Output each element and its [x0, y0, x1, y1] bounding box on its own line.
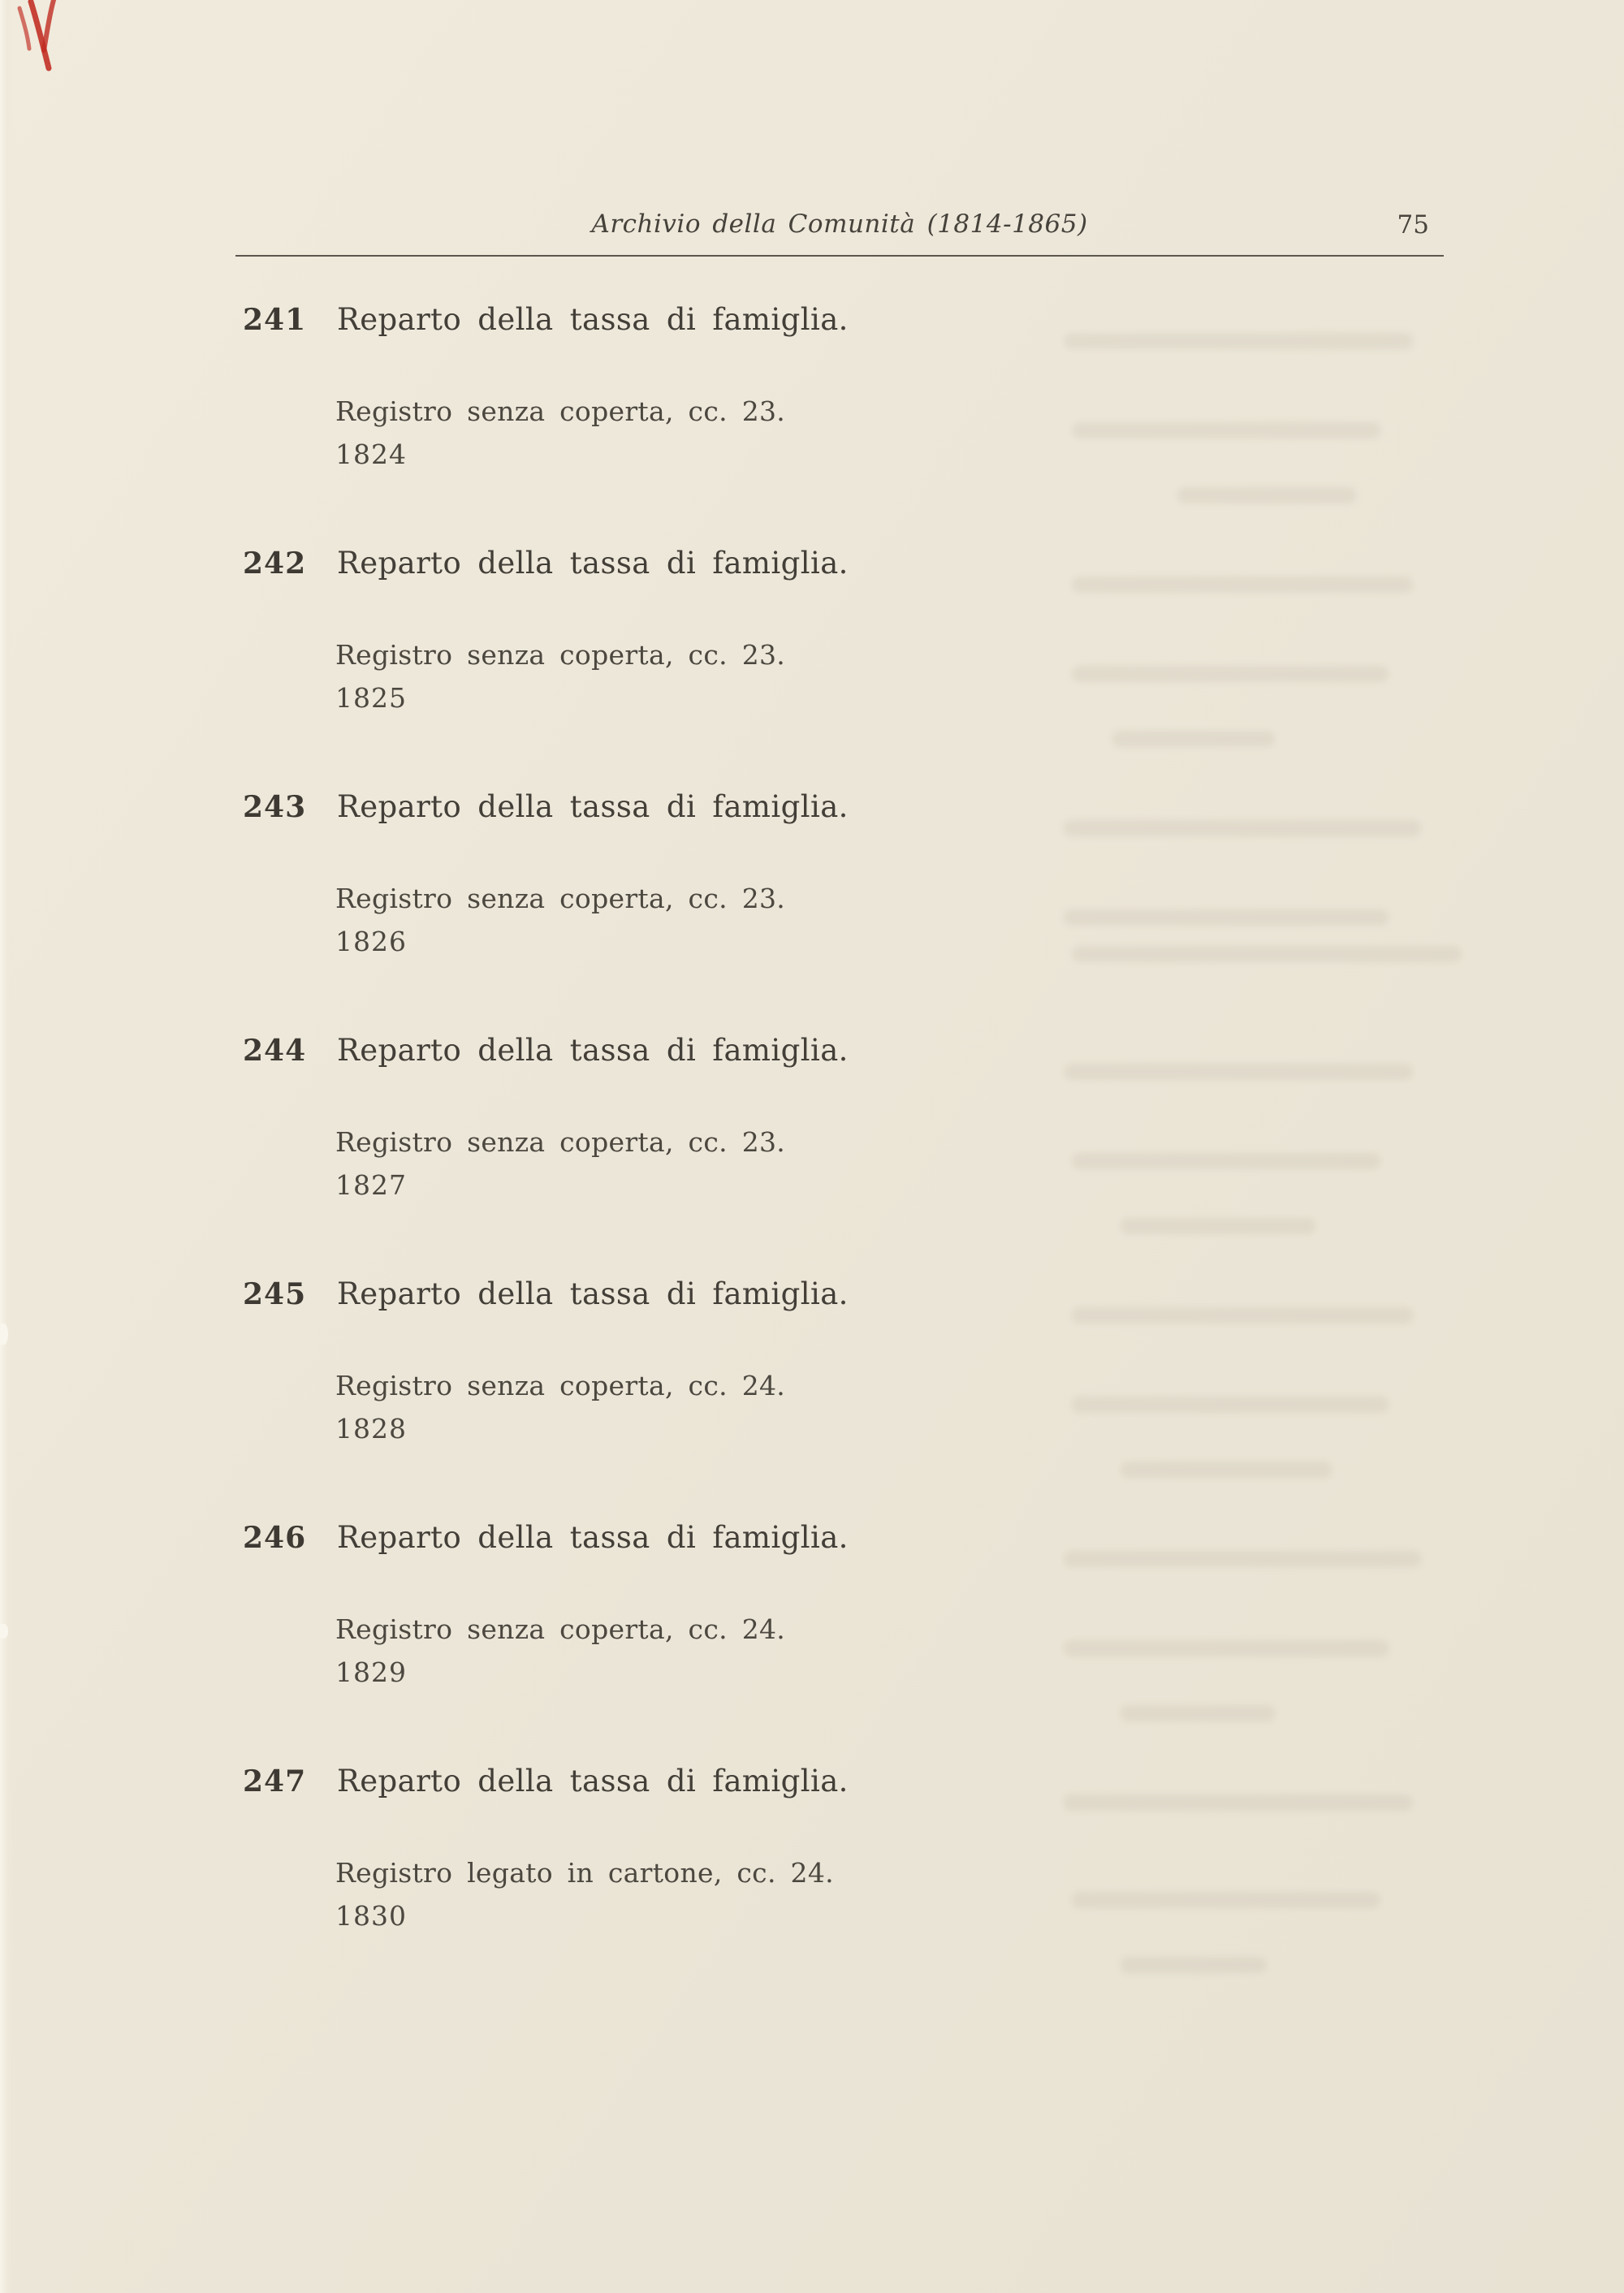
entry-list	[0, 302, 1624, 2007]
entry-description: Registro senza coperta, cc. 23.	[335, 883, 786, 914]
archive-entry	[0, 1764, 1624, 2007]
archive-entry	[0, 1276, 1624, 1520]
entry-description: Registro senza coperta, cc. 24.	[335, 1370, 786, 1401]
entry-title: Reparto della tassa di famiglia.	[337, 789, 849, 824]
entry-title: Reparto della tassa di famiglia.	[337, 302, 849, 337]
archive-entry	[0, 1520, 1624, 1764]
archive-entry	[0, 546, 1624, 789]
archive-entry	[0, 789, 1624, 1033]
entry-year: 1825	[335, 682, 407, 714]
page-number: 75	[1397, 210, 1429, 240]
entry-year: 1827	[335, 1169, 407, 1201]
entry-description: Registro senza coperta, cc. 23.	[335, 1126, 786, 1158]
entry-number: 246	[243, 1521, 307, 1555]
header-title: Archivio della Comunità (1814-1865)	[591, 209, 1088, 239]
entry-title: Reparto della tassa di famiglia.	[337, 1520, 849, 1555]
entry-title: Reparto della tassa di famiglia.	[337, 1276, 849, 1311]
entry-year: 1828	[335, 1413, 407, 1444]
archive-entry	[0, 1033, 1624, 1276]
entry-description: Registro senza coperta, cc. 23.	[335, 395, 786, 427]
entry-number: 245	[243, 1277, 307, 1311]
entry-description: Registro legato in cartone, cc. 24.	[335, 1857, 834, 1889]
entry-number: 247	[243, 1764, 307, 1799]
entry-title: Reparto della tassa di famiglia.	[337, 546, 849, 581]
entry-title: Reparto della tassa di famiglia.	[337, 1033, 849, 1068]
entry-year: 1830	[335, 1900, 407, 1932]
red-pen-marks-icon	[6, 0, 120, 146]
entry-number: 243	[243, 790, 307, 824]
entry-number: 242	[243, 546, 307, 581]
archive-entry	[0, 302, 1624, 546]
page-header	[235, 209, 1444, 257]
entry-year: 1826	[335, 926, 407, 957]
entry-description: Registro senza coperta, cc. 24.	[335, 1613, 786, 1645]
header-rule	[235, 255, 1444, 257]
entry-description: Registro senza coperta, cc. 23.	[335, 639, 786, 671]
entry-number: 241	[243, 303, 307, 337]
entry-title: Reparto della tassa di famiglia.	[337, 1764, 849, 1799]
entry-number: 244	[243, 1034, 307, 1068]
entry-year: 1824	[335, 438, 407, 470]
entry-year: 1829	[335, 1656, 407, 1688]
